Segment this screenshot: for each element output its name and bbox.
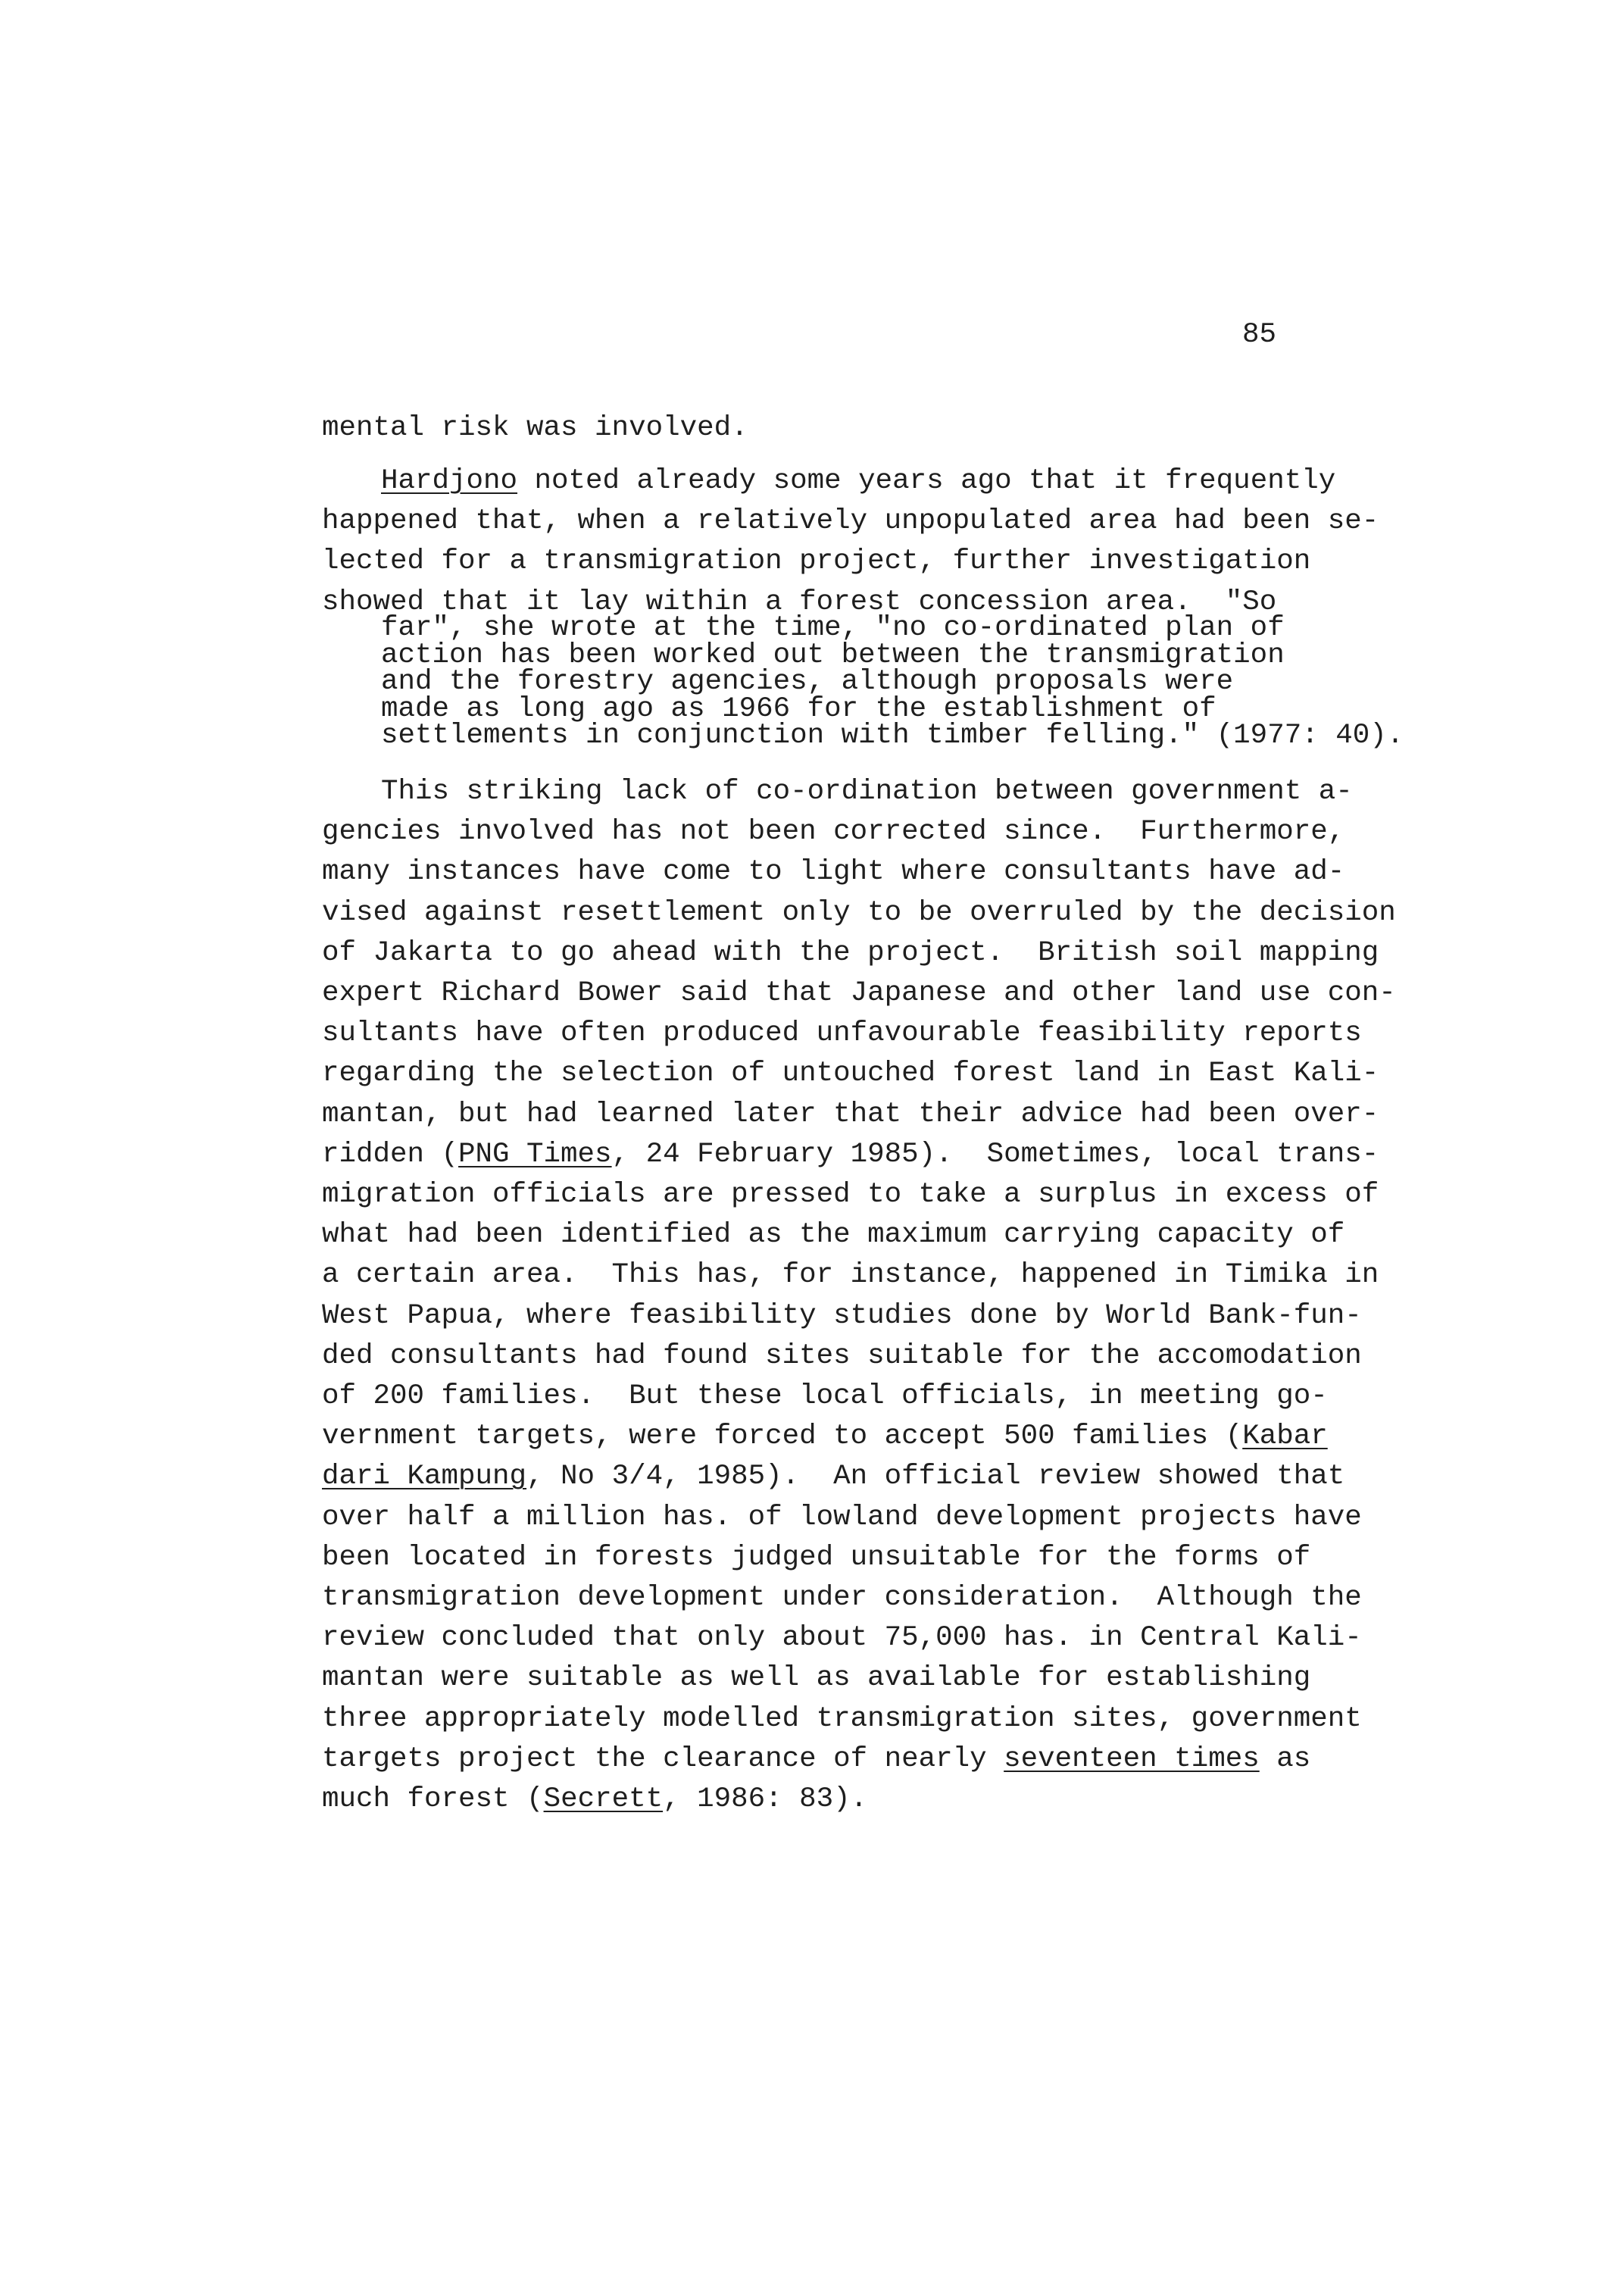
text-line <box>322 502 1379 542</box>
text-segment: three appropriately modelled transmigration sites, government <box>322 1702 1362 1735</box>
text-line <box>322 1014 1396 1054</box>
underlined-reference: PNG Times <box>458 1138 612 1171</box>
text-line <box>322 1095 1396 1135</box>
text-line <box>322 1054 1396 1094</box>
text-segment: showed that it lay within a forest concession area. "So <box>322 586 1277 618</box>
text-segment: settlements in conjunction with timber felling." (1977: 40). <box>381 720 1404 752</box>
text-segment: as <box>1259 1742 1311 1775</box>
underlined-reference: Secrett <box>543 1783 664 1816</box>
text-line <box>322 1658 1396 1699</box>
text-segment: mental risk was involved. <box>322 412 748 444</box>
text-segment: gencies involved has not been corrected since. Furthermore, <box>322 816 1345 849</box>
text-line <box>322 1215 1396 1255</box>
text-line <box>381 720 1404 752</box>
text-segment: targets project the clearance of nearly <box>322 1742 1004 1775</box>
text-segment: mantan, but had learned later that their advice had been over- <box>322 1098 1379 1130</box>
underlined-reference: seventeen times <box>1004 1742 1260 1775</box>
text-line <box>322 1538 1396 1578</box>
text-line <box>322 408 748 449</box>
text-line <box>322 933 1396 974</box>
text-line <box>322 1618 1396 1658</box>
text-segment: sultants have often produced unfavourable feasibility reports <box>322 1017 1362 1050</box>
text-segment: over half a million has. of lowland development projects have <box>322 1501 1362 1533</box>
text-segment: made as long ago as 1966 for the establishment of <box>381 692 1216 725</box>
text-line <box>381 692 1404 725</box>
underlined-reference: dari Kampung <box>322 1461 527 1493</box>
text-line <box>381 612 1404 644</box>
text-line <box>322 1417 1396 1457</box>
underlined-reference: Hardjono <box>381 465 518 497</box>
text-line <box>381 639 1404 671</box>
text-segment: and the forestry agencies, although proposals were <box>381 666 1234 698</box>
text-segment: of 200 families. But these local officials, in meeting go- <box>322 1380 1328 1413</box>
text-line <box>322 812 1396 852</box>
text-segment: mantan were suitable as well as available for establishing <box>322 1662 1311 1695</box>
text-line <box>322 1377 1396 1417</box>
text-segment: , 1986: 83). <box>663 1783 868 1816</box>
text-segment: transmigration development under consideration. Although the <box>322 1582 1362 1614</box>
text-segment: ridden ( <box>322 1138 459 1171</box>
text-line <box>322 1336 1396 1377</box>
page-number: 85 <box>1242 319 1277 351</box>
text-segment: action has been worked out between the transmigration <box>381 639 1285 671</box>
text-segment: lected for a transmigration project, further investigation <box>322 545 1311 578</box>
paragraph <box>322 408 748 449</box>
text-line <box>322 1739 1396 1780</box>
text-segment: far", she wrote at the time, "no co-ordinated plan of <box>381 612 1285 644</box>
text-line <box>322 1175 1396 1215</box>
text-segment: happened that, when a relatively unpopulated area had been se- <box>322 505 1379 538</box>
text-segment: been located in forests judged unsuitable for the forms of <box>322 1541 1311 1574</box>
block-quote <box>381 612 1404 752</box>
text-segment: review concluded that only about 75,000 has. in Central Kali- <box>322 1622 1362 1655</box>
text-segment: vernment targets, were forced to accept 500 families ( <box>322 1421 1243 1453</box>
text-line <box>322 1457 1396 1497</box>
text-segment: , 24 February 1985). Sometimes, local trans- <box>611 1138 1379 1171</box>
text-line <box>322 893 1396 933</box>
text-line <box>381 666 1404 698</box>
text-line <box>322 542 1379 582</box>
text-segment: This striking lack of co-ordination between government a- <box>381 776 1353 808</box>
text-segment: regarding the selection of untouched forest land in East Kali- <box>322 1058 1379 1090</box>
text-line <box>322 1135 1396 1175</box>
paragraph <box>322 772 1396 1820</box>
text-segment: what had been identified as the maximum carrying capacity of <box>322 1219 1345 1252</box>
text-segment: many instances have come to light where consultants have ad- <box>322 856 1345 889</box>
text-line <box>322 852 1396 892</box>
text-line <box>322 1699 1396 1739</box>
paragraph <box>322 461 1379 623</box>
text-segment: vised against resettlement only to be overruled by the decision <box>322 896 1396 929</box>
text-line <box>322 461 1379 502</box>
text-segment: much forest ( <box>322 1783 544 1816</box>
text-segment: of Jakarta to go ahead with the project. British soil mapping <box>322 936 1379 969</box>
text-line <box>322 772 1396 812</box>
text-segment: noted already some years ago that it frequently <box>517 465 1336 497</box>
text-line <box>322 1255 1396 1296</box>
text-segment: West Papua, where feasibility studies done by World Bank-fun- <box>322 1299 1362 1332</box>
text-line <box>322 1498 1396 1538</box>
text-segment: expert Richard Bower said that Japanese and other land use con- <box>322 977 1396 1010</box>
text-segment: migration officials are pressed to take a surplus in excess of <box>322 1179 1379 1211</box>
text-line <box>322 974 1396 1014</box>
underlined-reference: Kabar <box>1242 1421 1328 1453</box>
text-line <box>322 1780 1396 1820</box>
text-segment: ded consultants had found sites suitable for the accomodation <box>322 1339 1362 1372</box>
text-segment: a certain area. This has, for instance, happened in Timika in <box>322 1259 1379 1292</box>
text-line <box>322 1578 1396 1618</box>
text-line <box>322 1296 1396 1336</box>
text-segment: , No 3/4, 1985). An official review showed that <box>526 1461 1345 1493</box>
